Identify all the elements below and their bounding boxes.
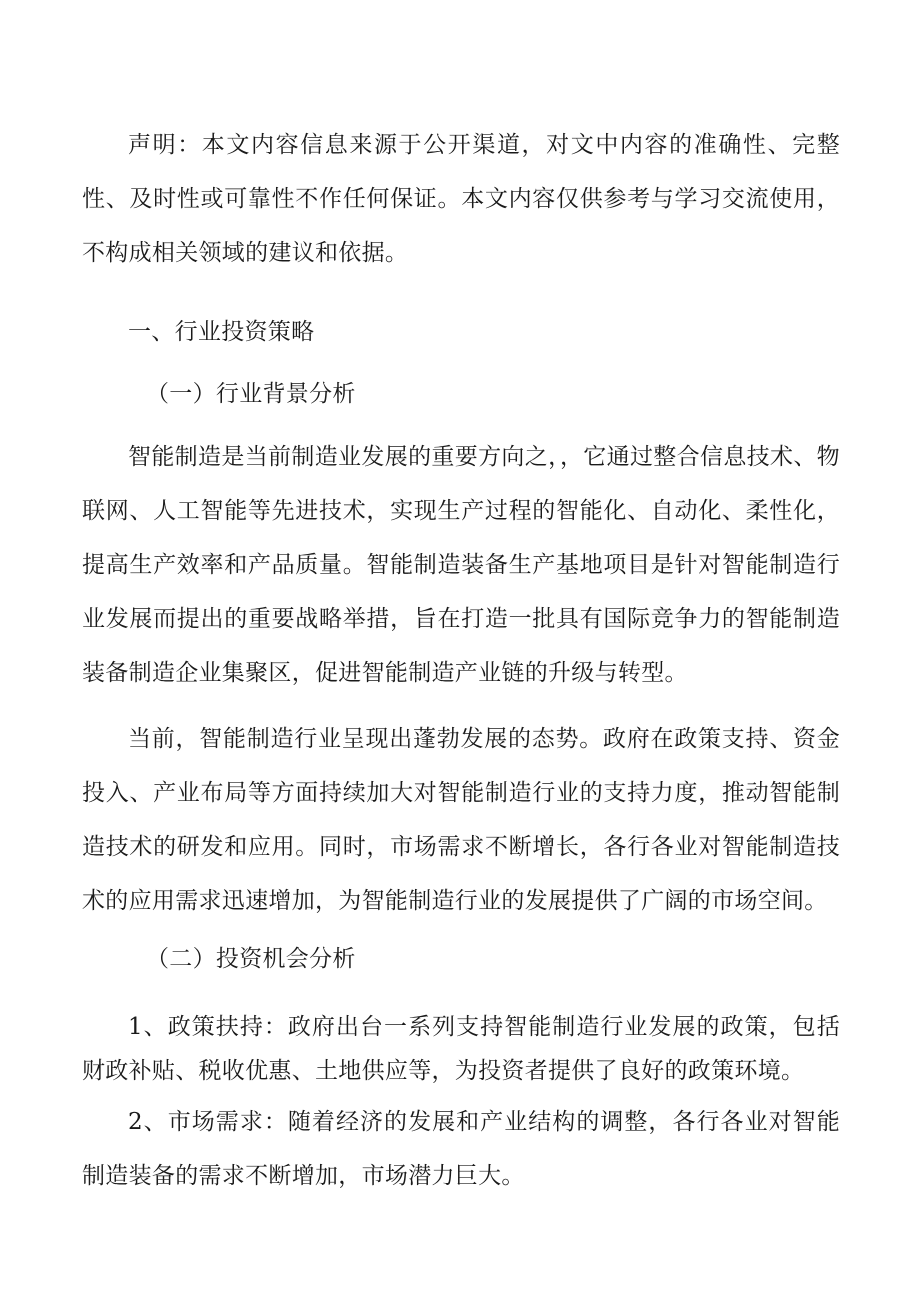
body-paragraph: 智能制造是当前制造业发展的重要方向之，，它通过整合信息技术、物联网、人工智能等先进技术，实现生产过程的智能化、自动化、柔性化，提高生产效率和产品质量。智能制造装备生产基地项目是针对智能制造行业发展而提出的重要战略举措，旨在打造一批具有国际竞争力的智能制造装备制造企业集聚区，促进智能制造产业链的升级与转型。	[82, 444, 840, 686]
section-heading: 一、行业投资策略	[128, 319, 315, 345]
list-item: 2、市场需求：随着经济的发展和产业结构的调整，各行各业对智能制造装备的需求不断增加，市场潜力巨大。	[82, 1109, 840, 1189]
subsection-heading: （一）行业背景分析	[146, 381, 356, 407]
disclaimer-paragraph: 声明：本文内容信息来源于公开渠道，对文中内容的准确性、完整性、及时性或可靠性不作任何保证。本文内容仅供参考与学习交流使用，不构成相关领域的建议和依据。	[82, 132, 840, 266]
list-item: 1、政策扶持：政府出台一系列支持智能制造行业发展的政策，包括财政补贴、税收优惠、土地供应等，为投资者提供了良好的政策环境。	[82, 1014, 840, 1084]
body-paragraph: 当前，智能制造行业呈现出蓬勃发展的态势。政府在政策支持、资金投入、产业布局等方面持续加大对智能制造行业的支持力度，推动智能制造技术的研发和应用。同时，市场需求不断增长，各行各业对智能制造技术的应用需求迅速增加，为智能制造行业的发展提供了广阔的市场空间。	[82, 726, 840, 914]
subsection-heading: （二）投资机会分析	[146, 946, 356, 972]
